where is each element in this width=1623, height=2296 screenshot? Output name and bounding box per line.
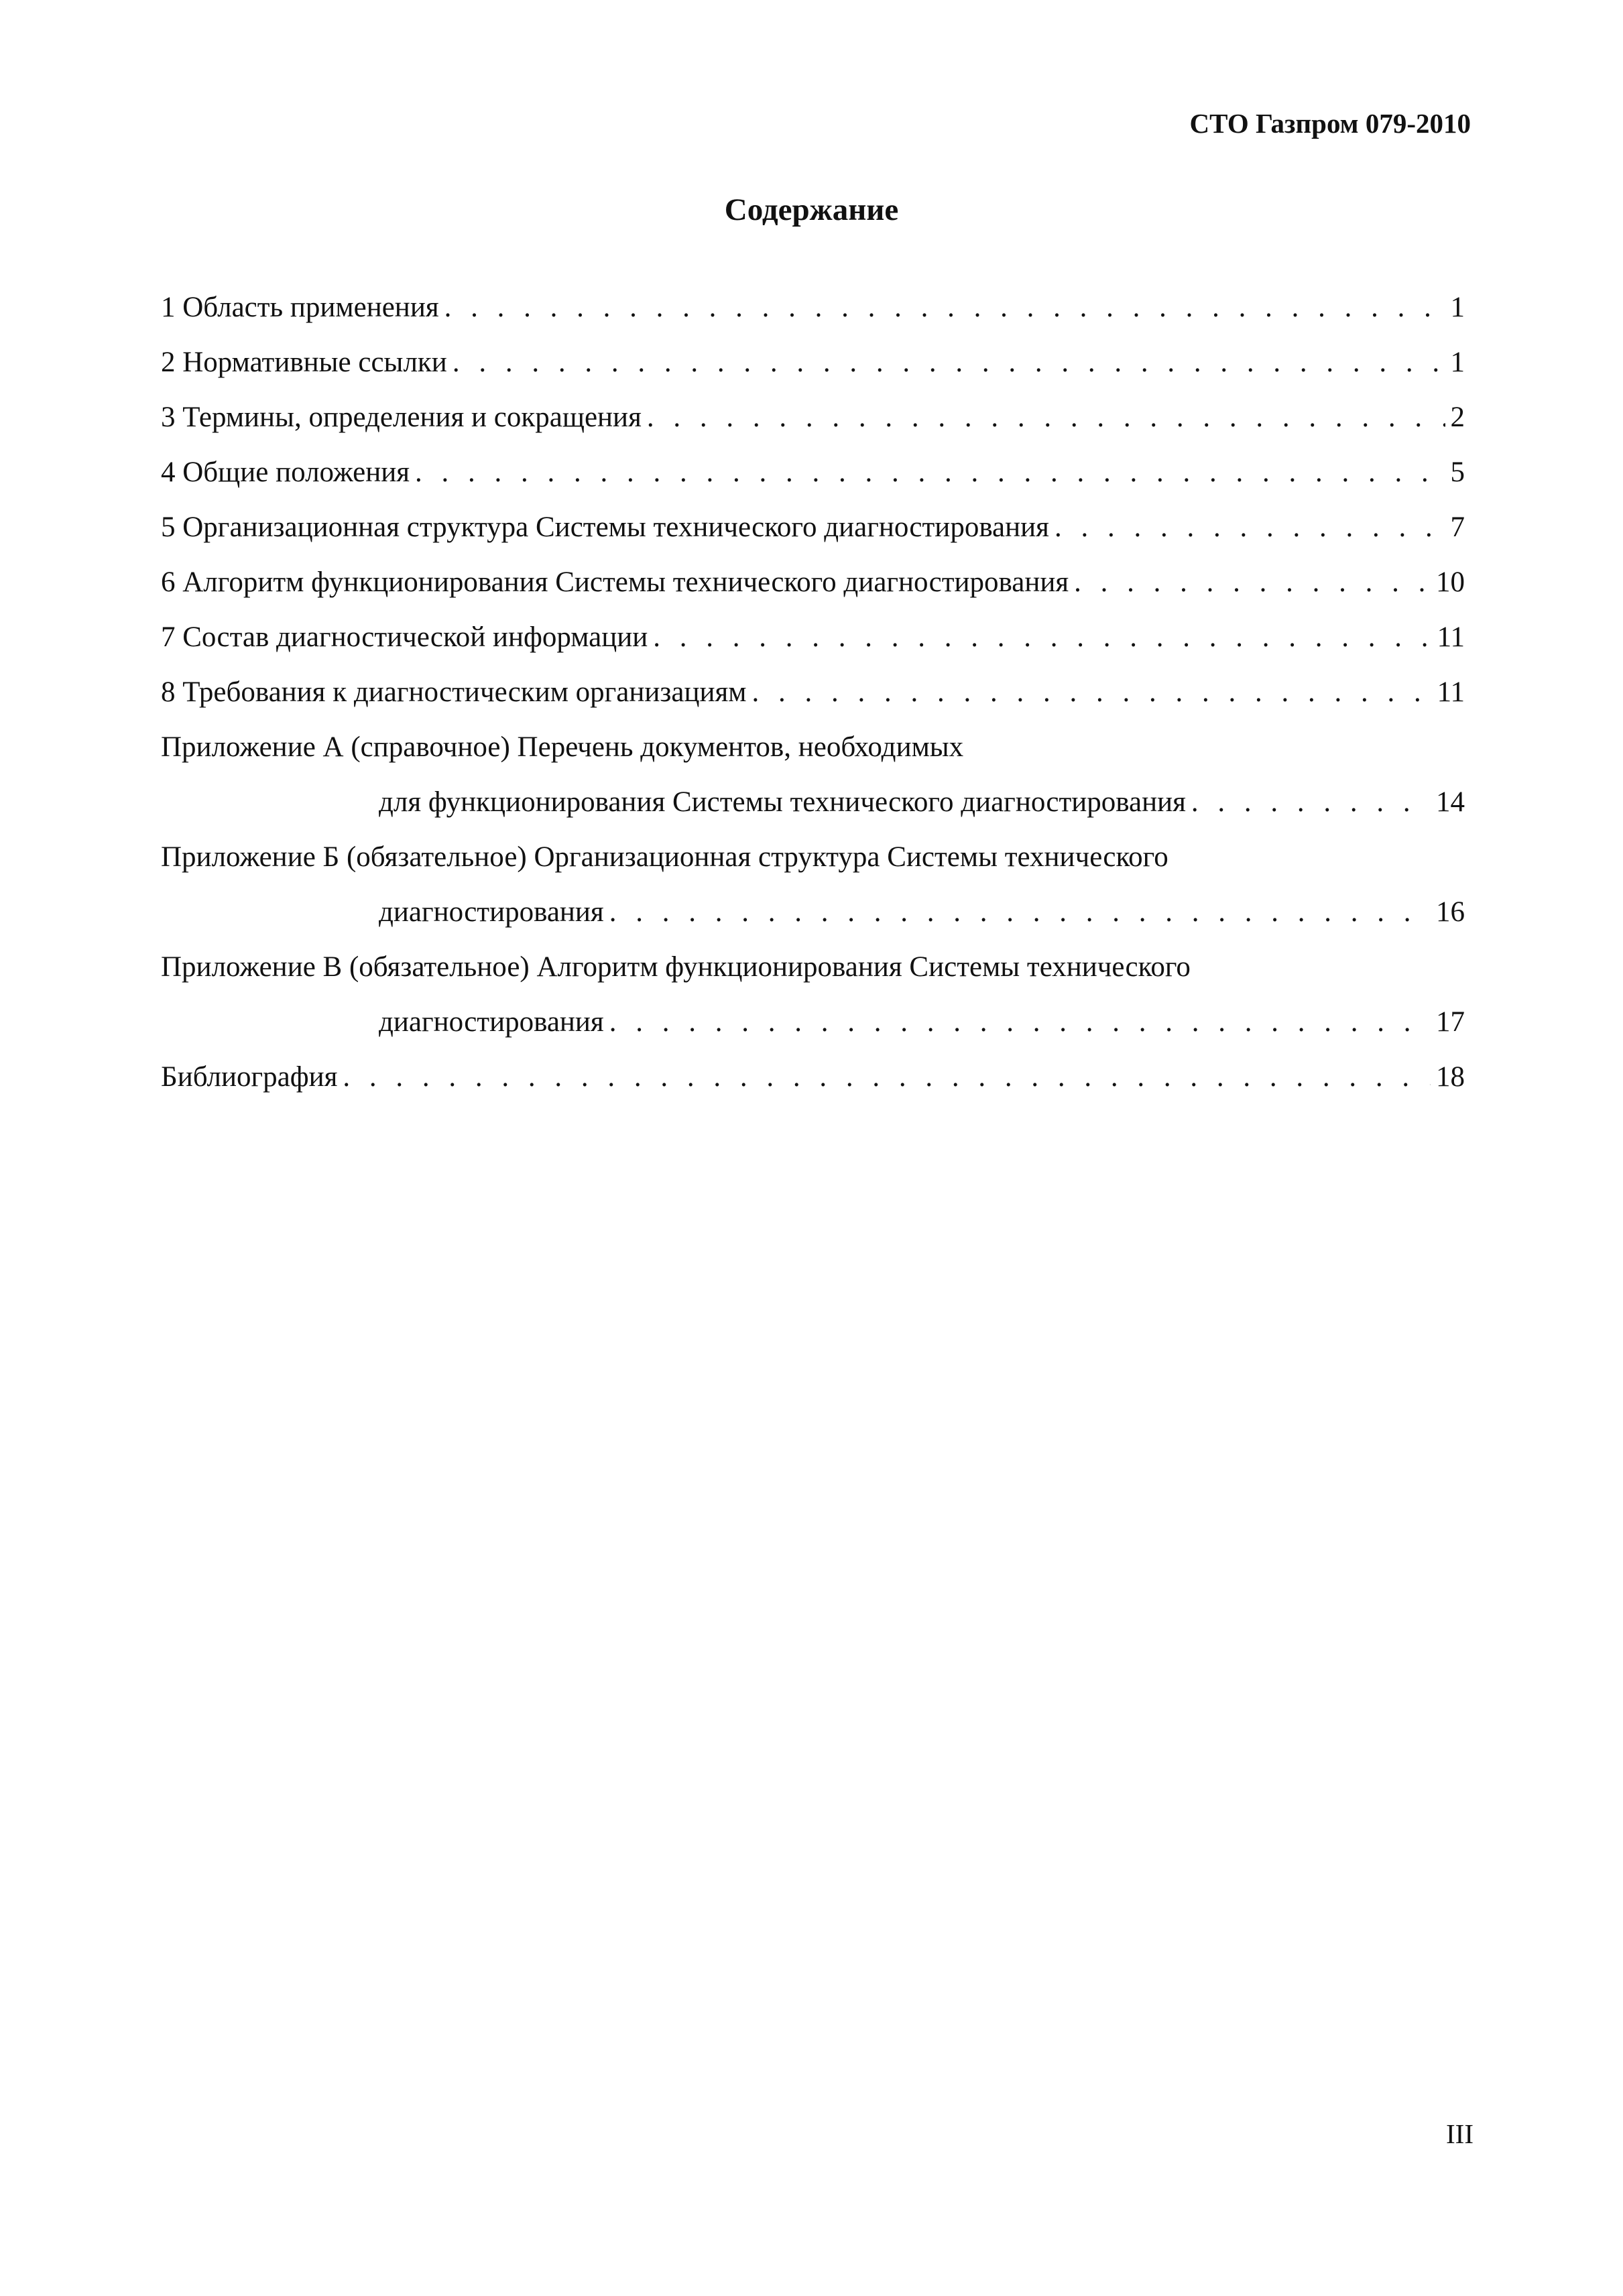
dot-leader: [343, 1050, 1431, 1105]
toc-entry-bibliography[interactable]: [161, 1050, 1465, 1105]
dot-leader: [647, 390, 1445, 445]
toc-page-number: 18: [1436, 1061, 1465, 1093]
toc-entry-text: 5 Организационная структура Системы технического диагностирования: [161, 511, 1049, 543]
toc-entry-text-continued: диагностирования: [379, 1006, 604, 1038]
toc-entry-appendix-b[interactable]: [161, 830, 1465, 940]
toc-page-number: 1: [1450, 347, 1465, 378]
dot-leader: [752, 665, 1432, 720]
toc-page-number: 2: [1450, 402, 1465, 433]
toc-entry-5[interactable]: [161, 500, 1465, 555]
dot-leader: [609, 995, 1431, 1050]
toc-page-number: 11: [1437, 621, 1465, 653]
toc-entry-text: 7 Состав диагностической информации: [161, 621, 648, 653]
dot-leader: [453, 335, 1445, 390]
toc-entry-text: 8 Требования к диагностическим организациям: [161, 676, 747, 708]
dot-leader: [1055, 500, 1445, 555]
toc-entry-text: 1 Область применения: [161, 292, 439, 323]
toc-entry-2[interactable]: [161, 335, 1465, 390]
toc-page-number: 11: [1437, 676, 1465, 708]
toc-entry-text: 4 Общие положения: [161, 457, 410, 488]
toc-entry-6[interactable]: [161, 555, 1465, 610]
toc-entry-appendix-v[interactable]: [161, 940, 1465, 1050]
dot-leader: [609, 885, 1431, 940]
dot-leader: [653, 610, 1431, 665]
toc-entry-text: Приложение В (обязательное) Алгоритм функционирования Системы технического: [161, 951, 1191, 983]
toc-entry-text-continued: для функционирования Системы технического диагностирования: [379, 786, 1186, 818]
toc-title: Содержание: [724, 192, 899, 227]
toc-entry-text-continued: диагностирования: [379, 896, 604, 928]
toc-page-number: 1: [1450, 292, 1465, 323]
toc-entry-text: 6 Алгоритм функционирования Системы технического диагностирования: [161, 566, 1069, 598]
dot-leader: [415, 445, 1445, 500]
dot-leader: [1191, 775, 1431, 830]
toc-page-number: 5: [1450, 457, 1465, 488]
toc-entry-text: Библиография: [161, 1061, 338, 1093]
page-number: III: [1446, 2118, 1474, 2149]
toc-page-number: 10: [1436, 566, 1465, 598]
toc-entry-text: Приложение А (справочное) Перечень документов, необходимых: [161, 731, 964, 763]
toc-page-number: 14: [1436, 786, 1465, 818]
document-header-id: СТО Газпром 079-2010: [1189, 108, 1471, 139]
toc-entry-8[interactable]: [161, 665, 1465, 720]
toc-page-number: 16: [1436, 896, 1465, 928]
toc-entry-3[interactable]: [161, 390, 1465, 445]
toc-entry-text: 2 Нормативные ссылки: [161, 347, 447, 378]
toc-page-number: 7: [1450, 511, 1465, 543]
toc-entry-appendix-a[interactable]: [161, 720, 1465, 830]
dot-leader: [1074, 555, 1431, 610]
toc-entry-4[interactable]: [161, 445, 1465, 500]
toc-entry-1[interactable]: [161, 280, 1465, 335]
toc-entry-text: Приложение Б (обязательное) Организационная структура Системы технического: [161, 841, 1168, 873]
toc-page-number: 17: [1436, 1006, 1465, 1038]
dot-leader: [444, 280, 1445, 335]
toc-entry-7[interactable]: [161, 610, 1465, 665]
toc-entry-text: 3 Термины, определения и сокращения: [161, 402, 642, 433]
table-of-contents: [161, 280, 1465, 1105]
